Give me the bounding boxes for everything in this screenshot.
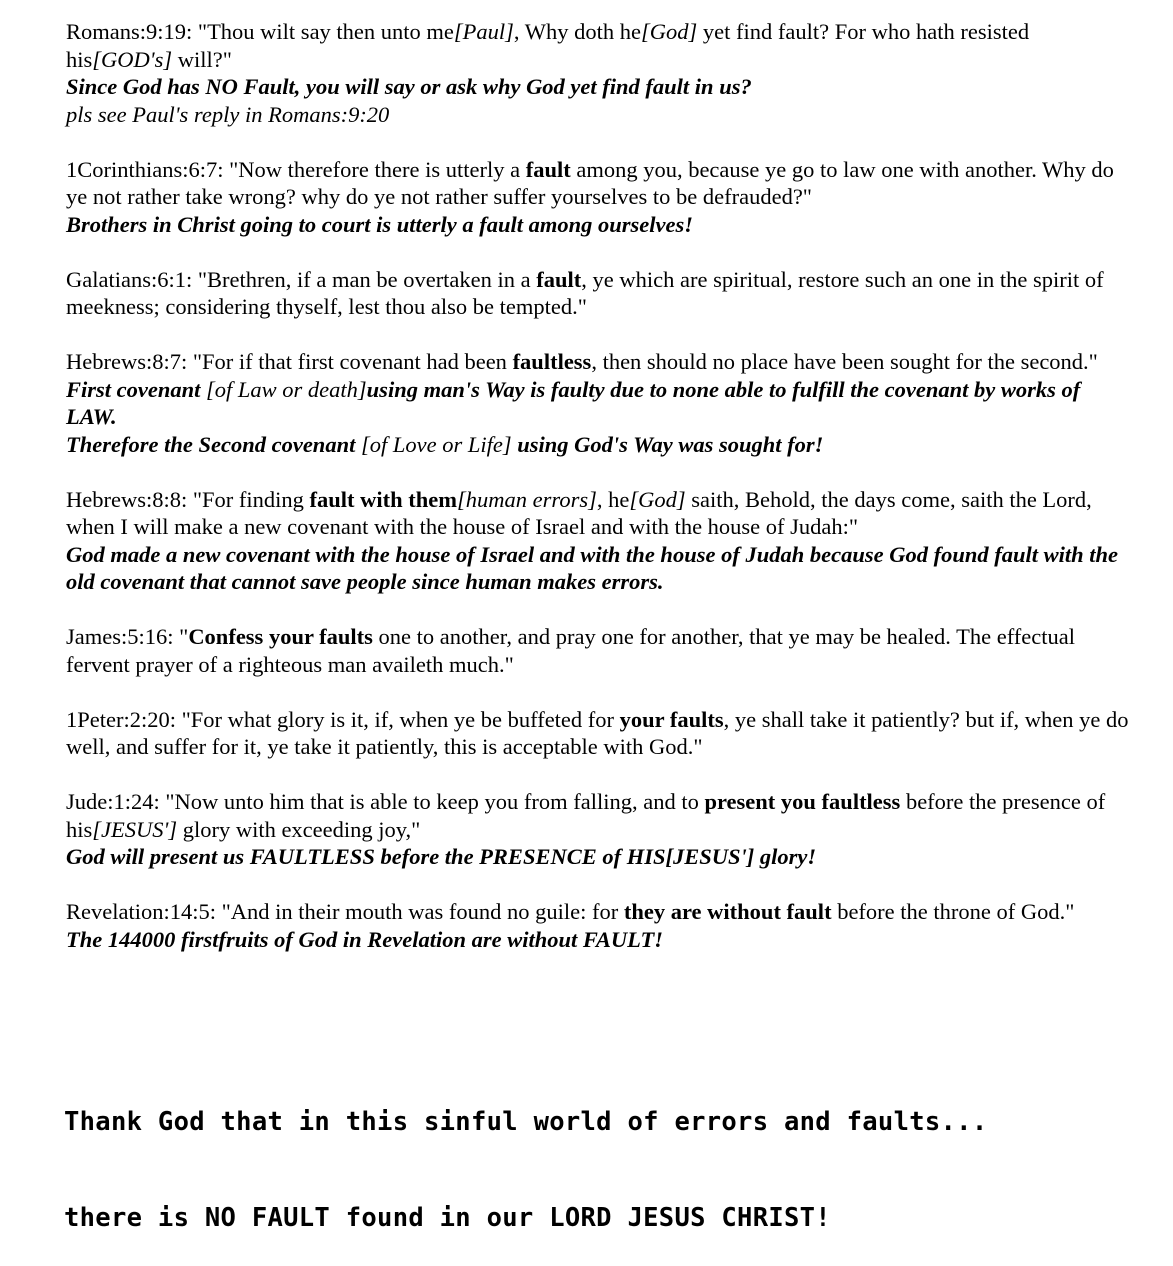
commentary-note: The 144000 firstfruits of God in Revelation are without FAULT!	[66, 926, 663, 952]
verse-text: Jude:1:24: "Now unto him that is able to keep you from falling, and to present you faultless before the presence of his[JESUS'] glory with exceeding joy,"	[66, 789, 1106, 842]
verse-block	[66, 788, 1136, 871]
verse-text: Hebrews:8:8: "For finding fault with them[human errors], he[God] saith, Behold, the days come, saith the Lord, when I will make a new covenant with the house of Israel and with the house of Judah:"	[66, 486, 1092, 539]
closing-line: Thank God that in this sinful world of errors and faults...	[64, 1107, 988, 1137]
document-body	[66, 18, 1136, 981]
verse-text: James:5:16: "Confess your faults one to another, and pray one for another, that ye may be healed. The effectual fervent prayer of a righteous man availeth much."	[66, 624, 1075, 677]
commentary-note: God made a new covenant with the house of Israel and with the house of Judah because God found fault with the old covenant that cannot save people since human makes errors.	[66, 541, 1119, 594]
verse-text: Hebrews:8:7: "For if that first covenant had been faultless, then should no place have been sought for the second."	[66, 349, 1098, 374]
verse-block	[66, 898, 1136, 953]
verse-block	[66, 266, 1136, 321]
verse-text: Revelation:14:5: "And in their mouth was found no guile: for they are without fault before the throne of God."	[66, 899, 1075, 924]
verse-block	[66, 486, 1136, 596]
verse-block	[66, 623, 1136, 678]
verse-text: Galatians:6:1: "Brethren, if a man be overtaken in a fault, ye which are spiritual, restore such an one in the spirit of meekness; considering thyself, lest thou also be tempted."	[66, 266, 1104, 319]
verse-block	[66, 348, 1136, 458]
commentary-note: First covenant [of Law or death]using man's Way is faulty due to none able to fulfill the covenant by works of LAW.	[66, 376, 1081, 429]
commentary-note: Brothers in Christ going to court is utterly a fault among ourselves!	[66, 211, 694, 237]
verse-text: 1Peter:2:20: "For what glory is it, if, when ye be buffeted for your faults, ye shall take it patiently? but if, when ye do well, and suffer for it, ye take it patiently, this is acceptable with God."	[66, 706, 1129, 759]
verse-block	[66, 156, 1136, 239]
commentary-note: Since God has NO Fault, you will say or ask why God yet find fault in us?	[66, 74, 752, 99]
closing-statement	[64, 1042, 988, 1266]
commentary-note: Therefore the Second covenant [of Love or Life] using God's Way was sought for!	[66, 431, 824, 457]
verse-block	[66, 706, 1136, 761]
verse-text: 1Corinthians:6:7: "Now therefore there is utterly a fault among you, because ye go to law one with another. Why do ye not rather take wrong? why do ye not rather suffer yourselves to be defrauded?"	[66, 156, 1114, 209]
commentary-note: pls see Paul's reply in Romans:9:20	[66, 101, 390, 127]
commentary-note: God will present us FAULTLESS before the PRESENCE of HIS[JESUS'] glory!	[66, 844, 817, 869]
closing-line: there is NO FAULT found in our LORD JESUS CHRIST!	[64, 1203, 831, 1233]
verse-block	[66, 18, 1136, 128]
verse-text: Romans:9:19: "Thou wilt say then unto me[Paul], Why doth he[God] yet find fault? For who hath resisted his[GOD's] will?"	[66, 19, 1030, 72]
